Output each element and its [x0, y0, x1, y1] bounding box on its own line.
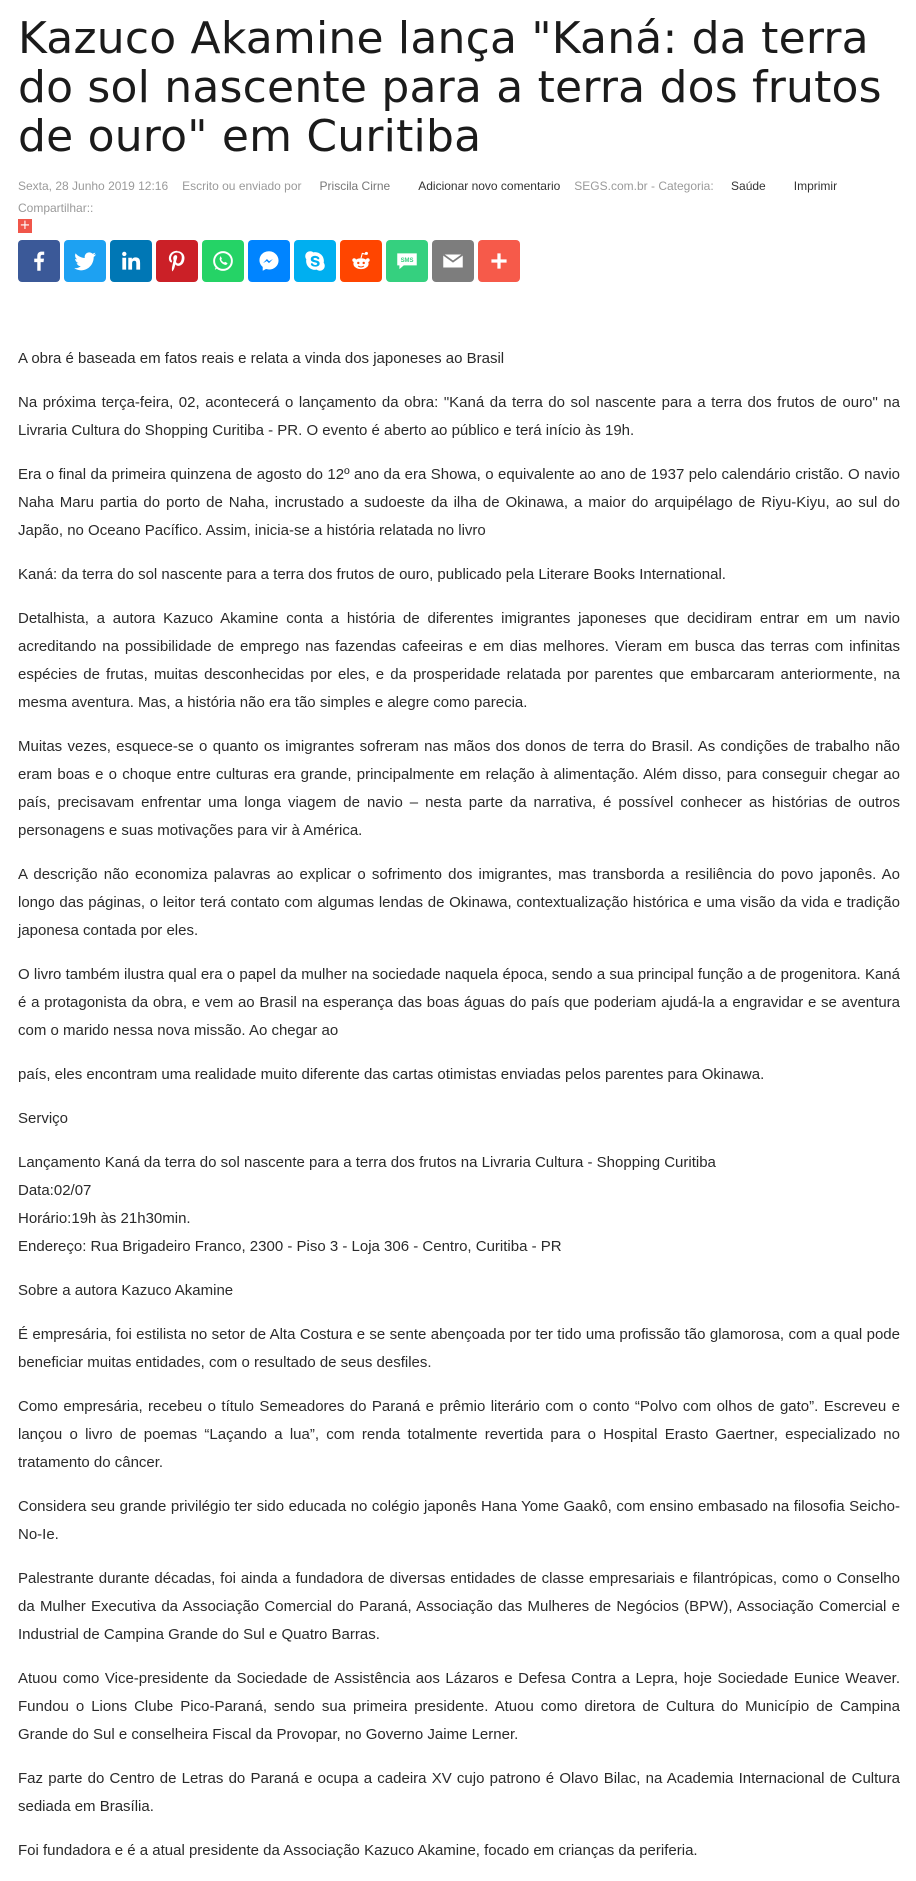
- share-label: Compartilhar::: [18, 201, 94, 215]
- category-label: SEGS.com.br - Categoria:: [574, 179, 714, 193]
- paragraph: O livro também ilustra qual era o papel da mulher na sociedade naquela época, sendo a sua principal função a de progenitora. Kaná é a protagonista da obra, e vem ao Brasil na esperança das boas águas do país que poderiam ajudá-la a engravidar e se aventura com o marido nessa nova missão. Ao chegar ao: [18, 966, 900, 1039]
- paragraph: Muitas vezes, esquece-se o quanto os imigrantes sofreram nas mãos dos donos de terra do Brasil. As condições de trabalho não eram boas e o choque entre culturas era grande, principalmente em relação à alimentação. Além disso, para conseguir chegar ao país, precisavam enfrentar uma longa viagem de navio – nesta parte da narrativa, é possível conhecer as histórias de outros personagens e suas motivações para vir à América.: [18, 738, 900, 839]
- paragraph: Considera seu grande privilégio ter sido educada no colégio japonês Hana Yome Gaakô, com ensino embasado na filosofia Seicho-No-Ie.: [18, 1498, 900, 1543]
- share-plus-button[interactable]: +: [19, 218, 31, 233]
- article-meta: [18, 179, 900, 195]
- linkedin-icon: [118, 248, 144, 274]
- service-date: Data:02/07: [18, 1182, 92, 1199]
- social-share-bar: [18, 240, 900, 282]
- email-button[interactable]: [432, 240, 474, 282]
- article-body: [18, 345, 900, 1881]
- article-author[interactable]: Priscila Cirne: [319, 179, 391, 193]
- paragraph: Era o final da primeira quinzena de agosto do 12º ano da era Showa, o equivalente ao ano de 1937 pelo calendário cristão. O navio Naha Maru partia do porto de Naha, incrustado a sudoeste da ilha de Okinawa, a maior do arquipélago de Riyu-Kiyu, ao sul do Japão, no Oceano Pacífico. Assim, inicia-se a história relatada no livro: [18, 466, 900, 539]
- reddit-button[interactable]: [340, 240, 382, 282]
- linkedin-button[interactable]: [110, 240, 152, 282]
- paragraph: Palestrante durante décadas, foi ainda a fundadora de diversas entidades de classe empresariais e filantrópicas, como o Conselho da Mulher Executiva da Associação Comercial do Paraná, Associação das Mulheres de Negócios (BPW), Associação Comercial e Industrial de Campina Grande do Sul e Quatro Barras.: [18, 1570, 900, 1643]
- facebook-icon: [26, 248, 52, 274]
- service-address: Endereço: Rua Brigadeiro Franco, 2300 - Piso 3 - Loja 306 - Centro, Curitiba - PR: [18, 1238, 562, 1255]
- add-comment-link[interactable]: Adicionar novo comentario: [418, 179, 561, 193]
- service-time: Horário:19h às 21h30min.: [18, 1210, 191, 1227]
- section-heading-servico: Serviço: [18, 1110, 69, 1127]
- pinterest-button[interactable]: [156, 240, 198, 282]
- service-line: Lançamento Kaná da terra do sol nascente para a terra dos frutos na Livraria Cultura - Shopping Curitiba: [18, 1154, 716, 1171]
- reddit-icon: [348, 248, 374, 274]
- skype-icon: [302, 248, 328, 274]
- service-details: [18, 1149, 900, 1261]
- messenger-icon: [256, 248, 282, 274]
- paragraph: país, eles encontram uma realidade muito diferente das cartas otimistas enviadas pelos parentes para Okinawa.: [18, 1066, 765, 1083]
- whatsapp-button[interactable]: [202, 240, 244, 282]
- facebook-button[interactable]: [18, 240, 60, 282]
- section-heading-author: Sobre a autora Kazuco Akamine: [18, 1282, 234, 1299]
- print-link[interactable]: Imprimir: [793, 179, 838, 193]
- paragraph: Faz parte do Centro de Letras do Paraná e ocupa a cadeira XV cujo patrono é Olavo Bilac, na Academia Internacional de Cultura sediada em Brasília.: [18, 1770, 900, 1815]
- article-date: Sexta, 28 Junho 2019 12:16: [18, 179, 169, 193]
- sms-button[interactable]: [386, 240, 428, 282]
- sms-icon-text: SMS: [400, 258, 414, 265]
- article-header: [18, 14, 900, 282]
- messenger-button[interactable]: [248, 240, 290, 282]
- paragraph: Kaná: da terra do sol nascente para a terra dos frutos de ouro, publicado pela Literare Books International.: [18, 566, 726, 583]
- paragraph: A descrição não economiza palavras ao explicar o sofrimento dos imigrantes, mas transborda a resiliência do povo japonês. Ao longo das páginas, o leitor terá contato com algumas lendas de Okinawa, contextualização histórica e uma visão da vida e tradição japonesa contada por eles.: [18, 866, 900, 939]
- email-icon: [440, 248, 466, 274]
- twitter-icon: [72, 248, 98, 274]
- paragraph: Na próxima terça-feira, 02, acontecerá o lançamento da obra: "Kaná da terra do sol nascente para a terra dos frutos de ouro" na Livraria Cultura do Shopping Curitiba - PR. O evento é aberto ao público e terá início às 19h.: [18, 394, 900, 439]
- skype-button[interactable]: [294, 240, 336, 282]
- paragraph: É empresária, foi estilista no setor de Alta Costura e se sente abençoada por ter tido uma profissão tão glamorosa, com a qual pode beneficiar muitas entidades, com o resultado de seus desfiles.: [18, 1326, 900, 1371]
- more-icon: [486, 248, 512, 274]
- paragraph: Atuou como Vice-presidente da Sociedade de Assistência aos Lázaros e Defesa Contra a Lepra, hoje Sociedade Eunice Weaver. Fundou o Lions Clube Pico-Paraná, sendo sua primeira presidente. Atuou como diretora de Cultura do Município de Campina Grande do Sul e conselheira Fiscal da Provopar, no Governo Jaime Lerner.: [18, 1670, 900, 1743]
- paragraph: Como empresária, recebeu o título Semeadores do Paraná e prêmio literário com o conto “Polvo com olhos de gato”. Escreveu e lançou o livro de poemas “Laçando a lua”, com renda totalmente revertida para o Hospital Erasto Gaertner, especializado no tratamento do câncer.: [18, 1398, 900, 1471]
- pinterest-icon: [164, 248, 190, 274]
- twitter-button[interactable]: [64, 240, 106, 282]
- sms-icon: [394, 248, 420, 274]
- category-link[interactable]: Saúde: [731, 179, 766, 193]
- written-by-label: Escrito ou enviado por: [182, 179, 302, 193]
- whatsapp-icon: [210, 248, 236, 274]
- paragraph: Foi fundadora e é a atual presidente da Associação Kazuco Akamine, focado em crianças da periferia.: [18, 1842, 698, 1859]
- paragraph: A obra é baseada em fatos reais e relata a vinda dos japoneses ao Brasil: [18, 350, 505, 367]
- more-button[interactable]: [478, 240, 520, 282]
- article-title: Kazuco Akamine lança "Kaná: da terra do sol nascente para a terra dos frutos de ouro" em Curitiba: [18, 13, 882, 162]
- paragraph: Detalhista, a autora Kazuco Akamine conta a história de diferentes imigrantes japoneses que decidiram entrar em um navio acreditando na possibilidade de emprego nas fazendas cafeeiras e em dias melhores. Vieram em busca das terras com infinitas espécies de frutas, muitas desconhecidas por eles, e da prosperidade relatada por parentes que embarcaram anteriormente, na mesma aventura. Mas, a história não era tão simples e alegre como parecia.: [18, 610, 900, 711]
